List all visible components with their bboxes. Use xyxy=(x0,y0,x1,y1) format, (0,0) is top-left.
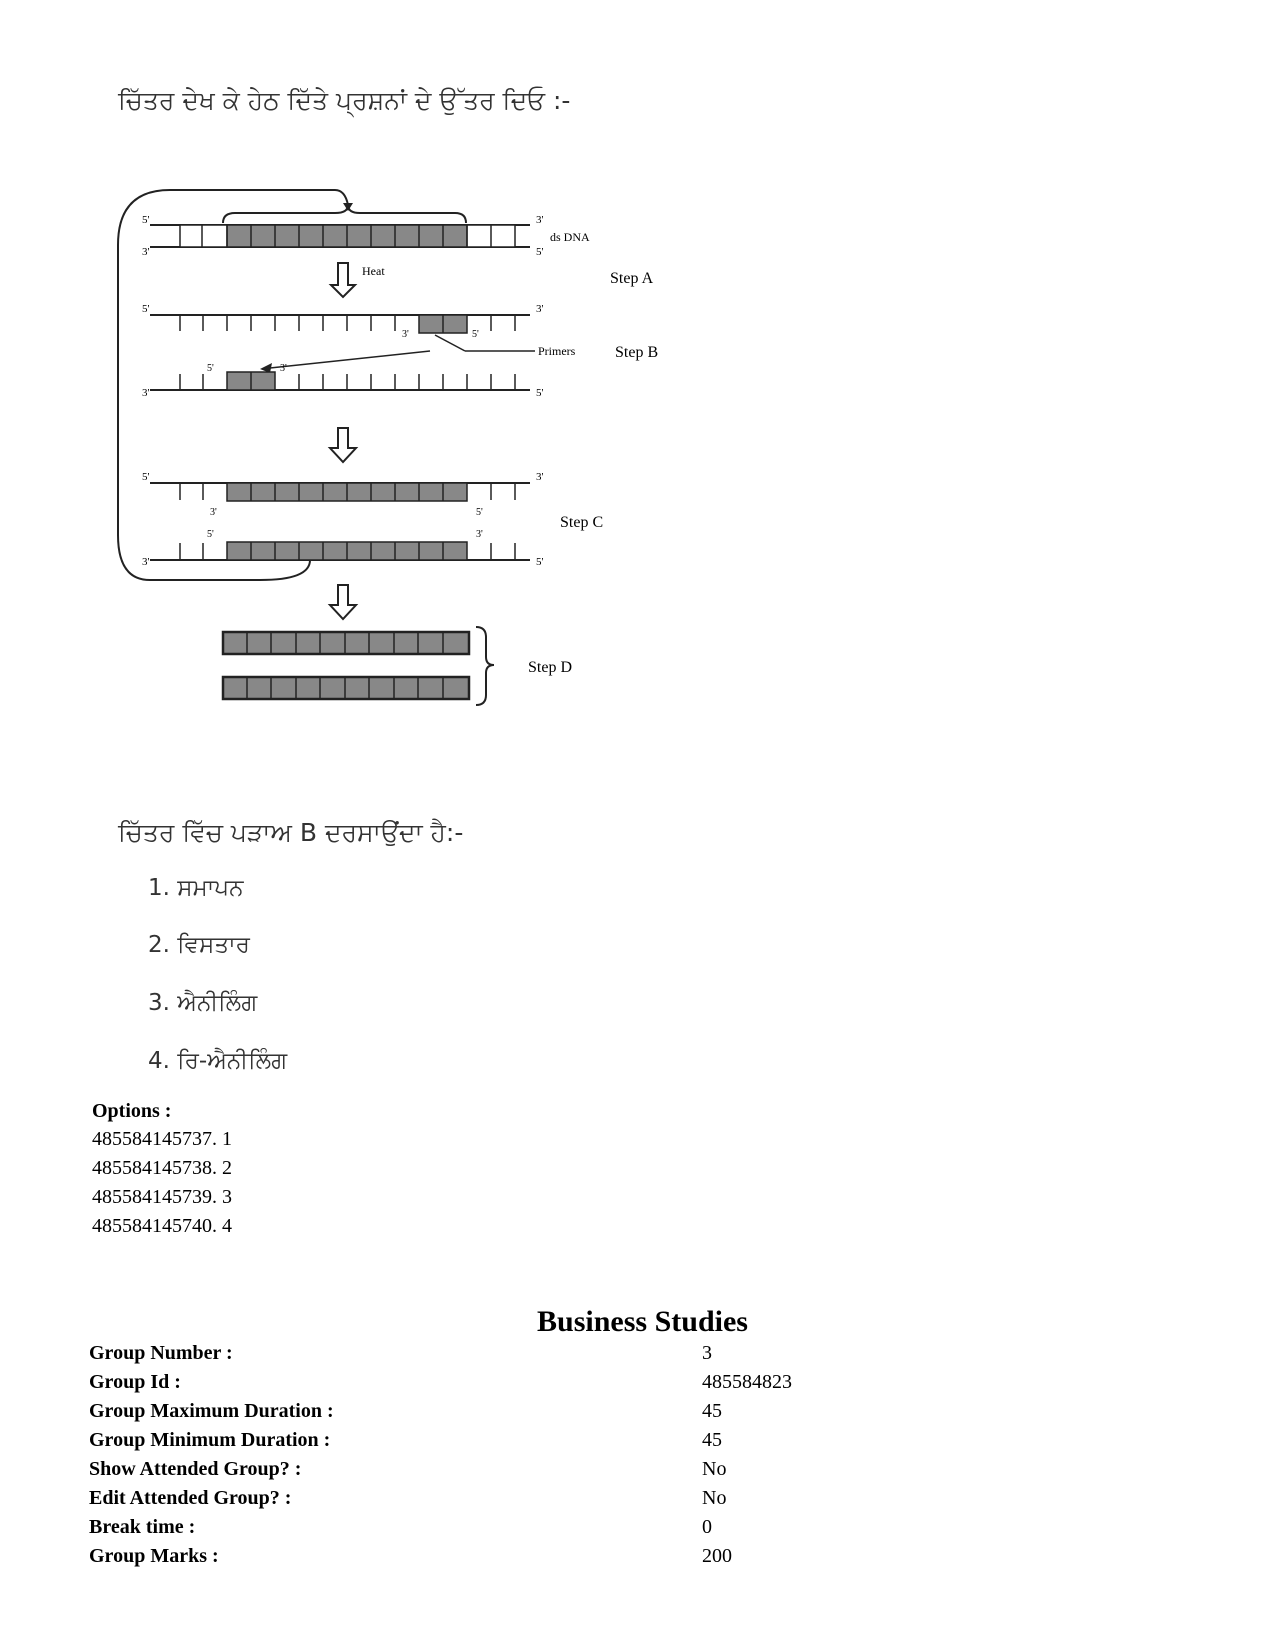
label-heat: Heat xyxy=(362,264,385,278)
svg-text:5': 5' xyxy=(142,303,150,315)
template-strand-bottom xyxy=(150,372,530,390)
option-line: 485584145738. 2 xyxy=(92,1157,232,1179)
option-line: 485584145739. 3 xyxy=(92,1186,232,1208)
section-title: Business Studies xyxy=(537,1305,748,1338)
options-title: Options : xyxy=(92,1100,172,1122)
question-choice: 4. ਰਿ-ਐਨੀਲਿੰਗ xyxy=(148,1048,288,1074)
svg-text:5': 5' xyxy=(536,246,544,258)
svg-text:5': 5' xyxy=(536,556,544,568)
svg-text:3': 3' xyxy=(476,529,483,540)
group-row-label: Show Attended Group? : xyxy=(89,1458,302,1480)
svg-text:5': 5' xyxy=(207,363,214,374)
heat-arrow xyxy=(331,263,355,297)
svg-text:3': 3' xyxy=(536,303,544,315)
svg-text:3': 3' xyxy=(402,329,409,340)
group-row-label: Group Marks : xyxy=(89,1545,219,1567)
group-row-label: Break time : xyxy=(89,1516,196,1538)
question-choice: 1. ਸਮਾਪਨ xyxy=(148,875,244,901)
svg-text:3': 3' xyxy=(142,246,150,258)
question-choice: 3. ਐਨੀਲਿੰਗ xyxy=(148,990,258,1016)
group-row-value: No xyxy=(702,1487,727,1509)
product-dna-1 xyxy=(223,632,469,654)
svg-text:3': 3' xyxy=(536,214,544,226)
group-row-value: 45 xyxy=(702,1400,722,1422)
label-step-c: Step C xyxy=(560,514,604,531)
svg-text:3': 3' xyxy=(536,471,544,483)
option-line: 485584145740. 4 xyxy=(92,1215,232,1237)
label-step-d: Step D xyxy=(528,659,572,676)
svg-text:3': 3' xyxy=(142,556,150,568)
product-dna-2 xyxy=(223,677,469,699)
group-row-label: Edit Attended Group? : xyxy=(89,1487,292,1509)
group-row-value: 45 xyxy=(702,1429,722,1451)
question-choice: 2. ਵਿਸਤਾਰ xyxy=(148,932,250,958)
group-row-value: 485584823 xyxy=(702,1371,792,1393)
group-row-label: Group Number : xyxy=(89,1342,233,1364)
label-primers: Primers xyxy=(538,344,576,358)
svg-text:5': 5' xyxy=(142,471,150,483)
svg-text:3': 3' xyxy=(210,507,217,518)
label-step-a: Step A xyxy=(610,270,654,287)
svg-text:5': 5' xyxy=(536,387,544,399)
svg-text:5': 5' xyxy=(207,529,214,540)
question-stem: ਚਿੱਤਰ ਵਿੱਚ ਪੜਾਅ B ਦਰਸਾਉਂਦਾ ਹੈ:- xyxy=(118,818,464,847)
svg-text:3': 3' xyxy=(280,363,287,374)
group-row-label: Group Minimum Duration : xyxy=(89,1429,331,1451)
label-ds-dna: ds DNA xyxy=(550,230,590,244)
option-line: 485584145737. 1 xyxy=(92,1128,232,1150)
group-row-value: 3 xyxy=(702,1342,712,1364)
svg-text:5': 5' xyxy=(476,507,483,518)
ds-dna-strand xyxy=(150,225,530,247)
group-row-label: Group Maximum Duration : xyxy=(89,1400,334,1422)
label-step-b: Step B xyxy=(615,344,659,361)
svg-text:5': 5' xyxy=(472,329,479,340)
pcr-diagram xyxy=(110,185,710,745)
label-5prime: 5' xyxy=(142,214,150,226)
group-row-value: No xyxy=(702,1458,727,1480)
extended-strand-bottom xyxy=(150,529,530,560)
group-row-label: Group Id : xyxy=(89,1371,181,1393)
question-heading: ਚਿੱਤਰ ਦੇਖ ਕੇ ਹੇਠ ਦਿੱਤੇ ਪ੍ਰਸ਼ਨਾਂ ਦੇ ਉੱਤਰ ਦਿਓ :- xyxy=(118,86,571,115)
extended-strand-top xyxy=(150,483,530,501)
group-row-value: 0 xyxy=(702,1516,712,1538)
svg-text:3': 3' xyxy=(142,387,150,399)
group-row-value: 200 xyxy=(702,1545,732,1567)
